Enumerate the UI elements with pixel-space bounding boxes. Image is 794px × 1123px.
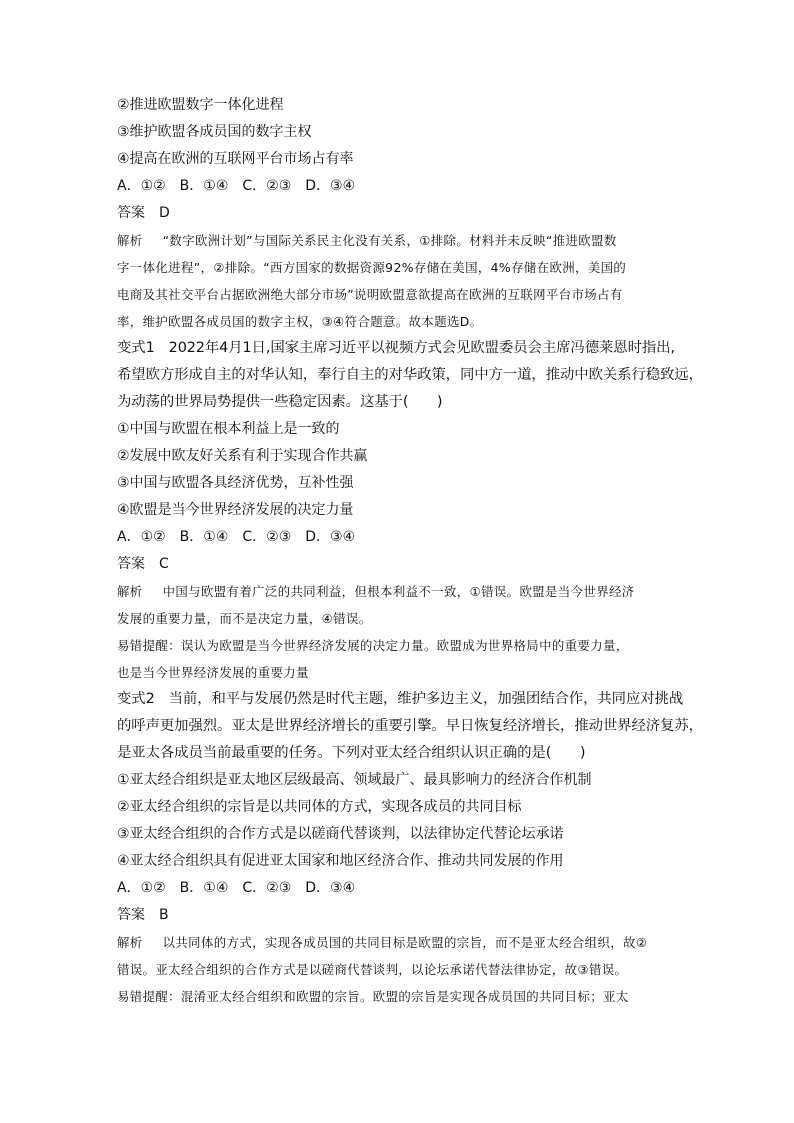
analysis-text: 中国与欧盟有着广泛的共同利益，但根本利益不一致，①错误。欧盟是当今世界经济 [162,584,635,599]
option-4: ④亚太经合组织具有促进亚太国家和地区经济合作、推动共同发展的作用 [117,853,564,869]
answer-label: 答案 [117,907,145,923]
answer-line [117,200,679,227]
question-stem [117,335,679,362]
variant-label: 变式1 [117,340,155,356]
choices: A．①② B．①④ C．②③ D．③④ [117,880,356,896]
document-page [117,92,703,1010]
option-4: ④欧盟是当今世界经济发展的决定力量 [117,502,354,518]
analysis-text: 以共同体的方式，实现各成员国的共同目标是欧盟的宗旨，而不是亚太经合组织，故② [162,935,648,950]
analysis-label: 解析 [117,584,143,599]
question-stem: 希望欧方形成自主的对华认知，奉行自主的对华政策，同中方一道，推动中欧关系行稳致远， [117,367,703,383]
error-tip: 也是当今世界经济发展的重要力量 [117,665,309,680]
analysis-label: 解析 [117,233,143,248]
option-3: ③维护欧盟各成员国的数字主权 [117,124,312,140]
question-stem: 是亚太各成员当前最重要的任务。下列对亚太经合组织认识正确的是( ) [117,745,586,761]
analysis-line: 发展的重要力量，而不是决定力量，④错误。 [117,611,372,626]
option-3: ③亚太经合组织的合作方式是以磋商代替谈判，以法律协定代替论坛承诺 [117,826,564,842]
analysis-line: 错误。亚太经合组织的合作方式是以磋商代替谈判，以论坛承诺代替法律协定，故③错误。 [117,962,628,977]
analysis-line [117,578,679,605]
option-2: ②亚太经合组织的宗旨是以共同体的方式，实现各成员的共同目标 [117,799,522,815]
answer-label: 答案 [117,205,145,221]
question-stem [117,686,684,713]
analysis-label: 解析 [117,935,143,950]
analysis-line: 率，维护欧盟各成员国的数字主权，③④符合题意。故本题选D。 [117,314,483,329]
answer-line [117,902,679,929]
question-stem: 的呼声更加强烈。亚太是世界经济增长的重要引擎。早日恢复经济增长，推动世界经济复苏， [117,718,703,734]
option-2: ②发展中欧友好关系有利于实现合作共赢 [117,448,368,464]
option-1: ①中国与欧盟在根本利益上是一致的 [117,421,340,437]
analysis-line [117,227,679,254]
choices: A．①② B．①④ C．②③ D．③④ [117,178,356,194]
analysis-line [117,929,679,956]
error-tip: 易错提醒：混淆亚太经合组织和欧盟的宗旨。欧盟的宗旨是实现各成员国的共同目标；亚太 [117,989,629,1004]
choices: A．①② B．①④ C．②③ D．③④ [117,529,356,545]
option-3: ③中国与欧盟各具经济优势，互补性强 [117,475,354,491]
stem-text: 当前，和平与发展仍然是时代主题，维护多边主义，加强团结合作，共同应对挑战 [168,691,684,707]
answer-line [117,551,679,578]
error-tip: 易错提醒：误认为欧盟是当今世界经济发展的决定力量。欧盟成为世界格局中的重要力量， [117,638,629,653]
analysis-line: 字一体化进程”，②排除。“西方国家的数据资源92%存储在美国，4%存储在欧洲，美国的 [117,260,627,275]
question-stem: 为动荡的世界局势提供一些稳定因素。这基于( ) [117,394,443,410]
variant-label: 变式2 [117,691,155,707]
analysis-line: 电商及其社交平台占据欧洲绝大部分市场”说明欧盟意欲提高在欧洲的互联网平台市场占有 [117,287,623,302]
answer-value: D [159,205,170,221]
answer-value: B [159,907,169,923]
analysis-text: “数字欧洲计划”与国际关系民主化没有关系，①排除。材料并未反映“推进欧盟数 [162,233,617,248]
stem-text: 2022年4月1日,国家主席习近平以视频方式会见欧盟委员会主席冯德莱恩时指出, [168,340,675,356]
option-2: ②推进欧盟数字一体化进程 [117,97,284,113]
option-1: ①亚太经合组织是亚太地区层级最高、领域最广、最具影响力的经济合作机制 [117,772,592,788]
answer-label: 答案 [117,556,145,572]
answer-value: C [159,556,169,572]
option-4: ④提高在欧洲的互联网平台市场占有率 [117,151,354,167]
